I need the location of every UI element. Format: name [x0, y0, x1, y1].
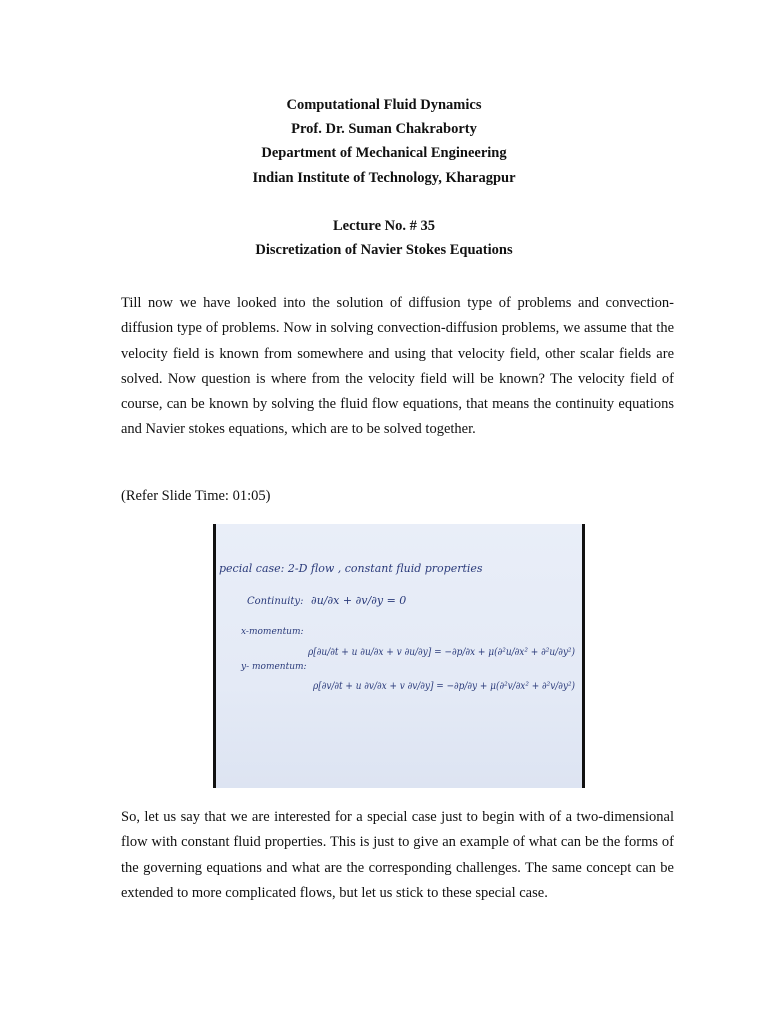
continuity-label: Continuity:	[247, 596, 304, 607]
document-header	[0, 93, 768, 262]
paragraph-special-case: So, let us say that we are interested for a special case just to begin with of a two-dimensional flow with constant fluid properties. This is just to give an example of what can be the forms of the governing equations and what are the corresponding challenges. The same concept can be extended to more complicated flows, but let us stick to these special case.	[121, 809, 674, 901]
lecture-slide-image	[213, 524, 585, 788]
refer-slide-time: (Refer Slide Time: 01:05)	[121, 488, 271, 504]
course-title: Computational Fluid Dynamics	[286, 97, 482, 113]
paragraph-intro: Till now we have looked into the solution of diffusion type of problems and convection-diffusion type of problems. Now in solving convection-diffusion problems, we assume that the velocity field is known from somewhere and using that velocity field, other scalar fields are solved. Now question is where from the velocity field will be known? The velocity field of course, can be known by solving the fluid flow equations, that means the continuity equations and Navier stokes equations, which are to be solved together.	[121, 295, 674, 438]
continuity-equation: ∂u/∂x + ∂v/∂y = 0	[311, 594, 407, 607]
slide-heading: pecial case: 2-D flow , constant fluid properties	[219, 562, 483, 575]
professor-name: Prof. Dr. Suman Chakraborty	[291, 121, 477, 138]
institute-name: Indian Institute of Technology, Kharagpur	[252, 169, 516, 186]
handwritten-equations	[213, 524, 585, 788]
lecture-title: Discretization of Navier Stokes Equations	[255, 242, 513, 259]
y-momentum-label: y- momentum:	[241, 662, 307, 672]
lecture-number: Lecture No. # 35	[332, 217, 436, 234]
department-name: Department of Mechanical Engineering	[261, 145, 507, 162]
x-momentum-label: x-momentum:	[241, 627, 304, 637]
y-momentum-equation: ρ[∂v/∂t + u ∂v/∂x + v ∂v/∂y] = −∂p/∂y + μ(∂²v/∂x² + ∂²v/∂y²)	[312, 681, 576, 692]
x-momentum-equation: ρ[∂u/∂t + u ∂u/∂x + v ∂u/∂y] = −∂p/∂x + μ(∂²u/∂x² + ∂²u/∂y²)	[307, 647, 576, 658]
